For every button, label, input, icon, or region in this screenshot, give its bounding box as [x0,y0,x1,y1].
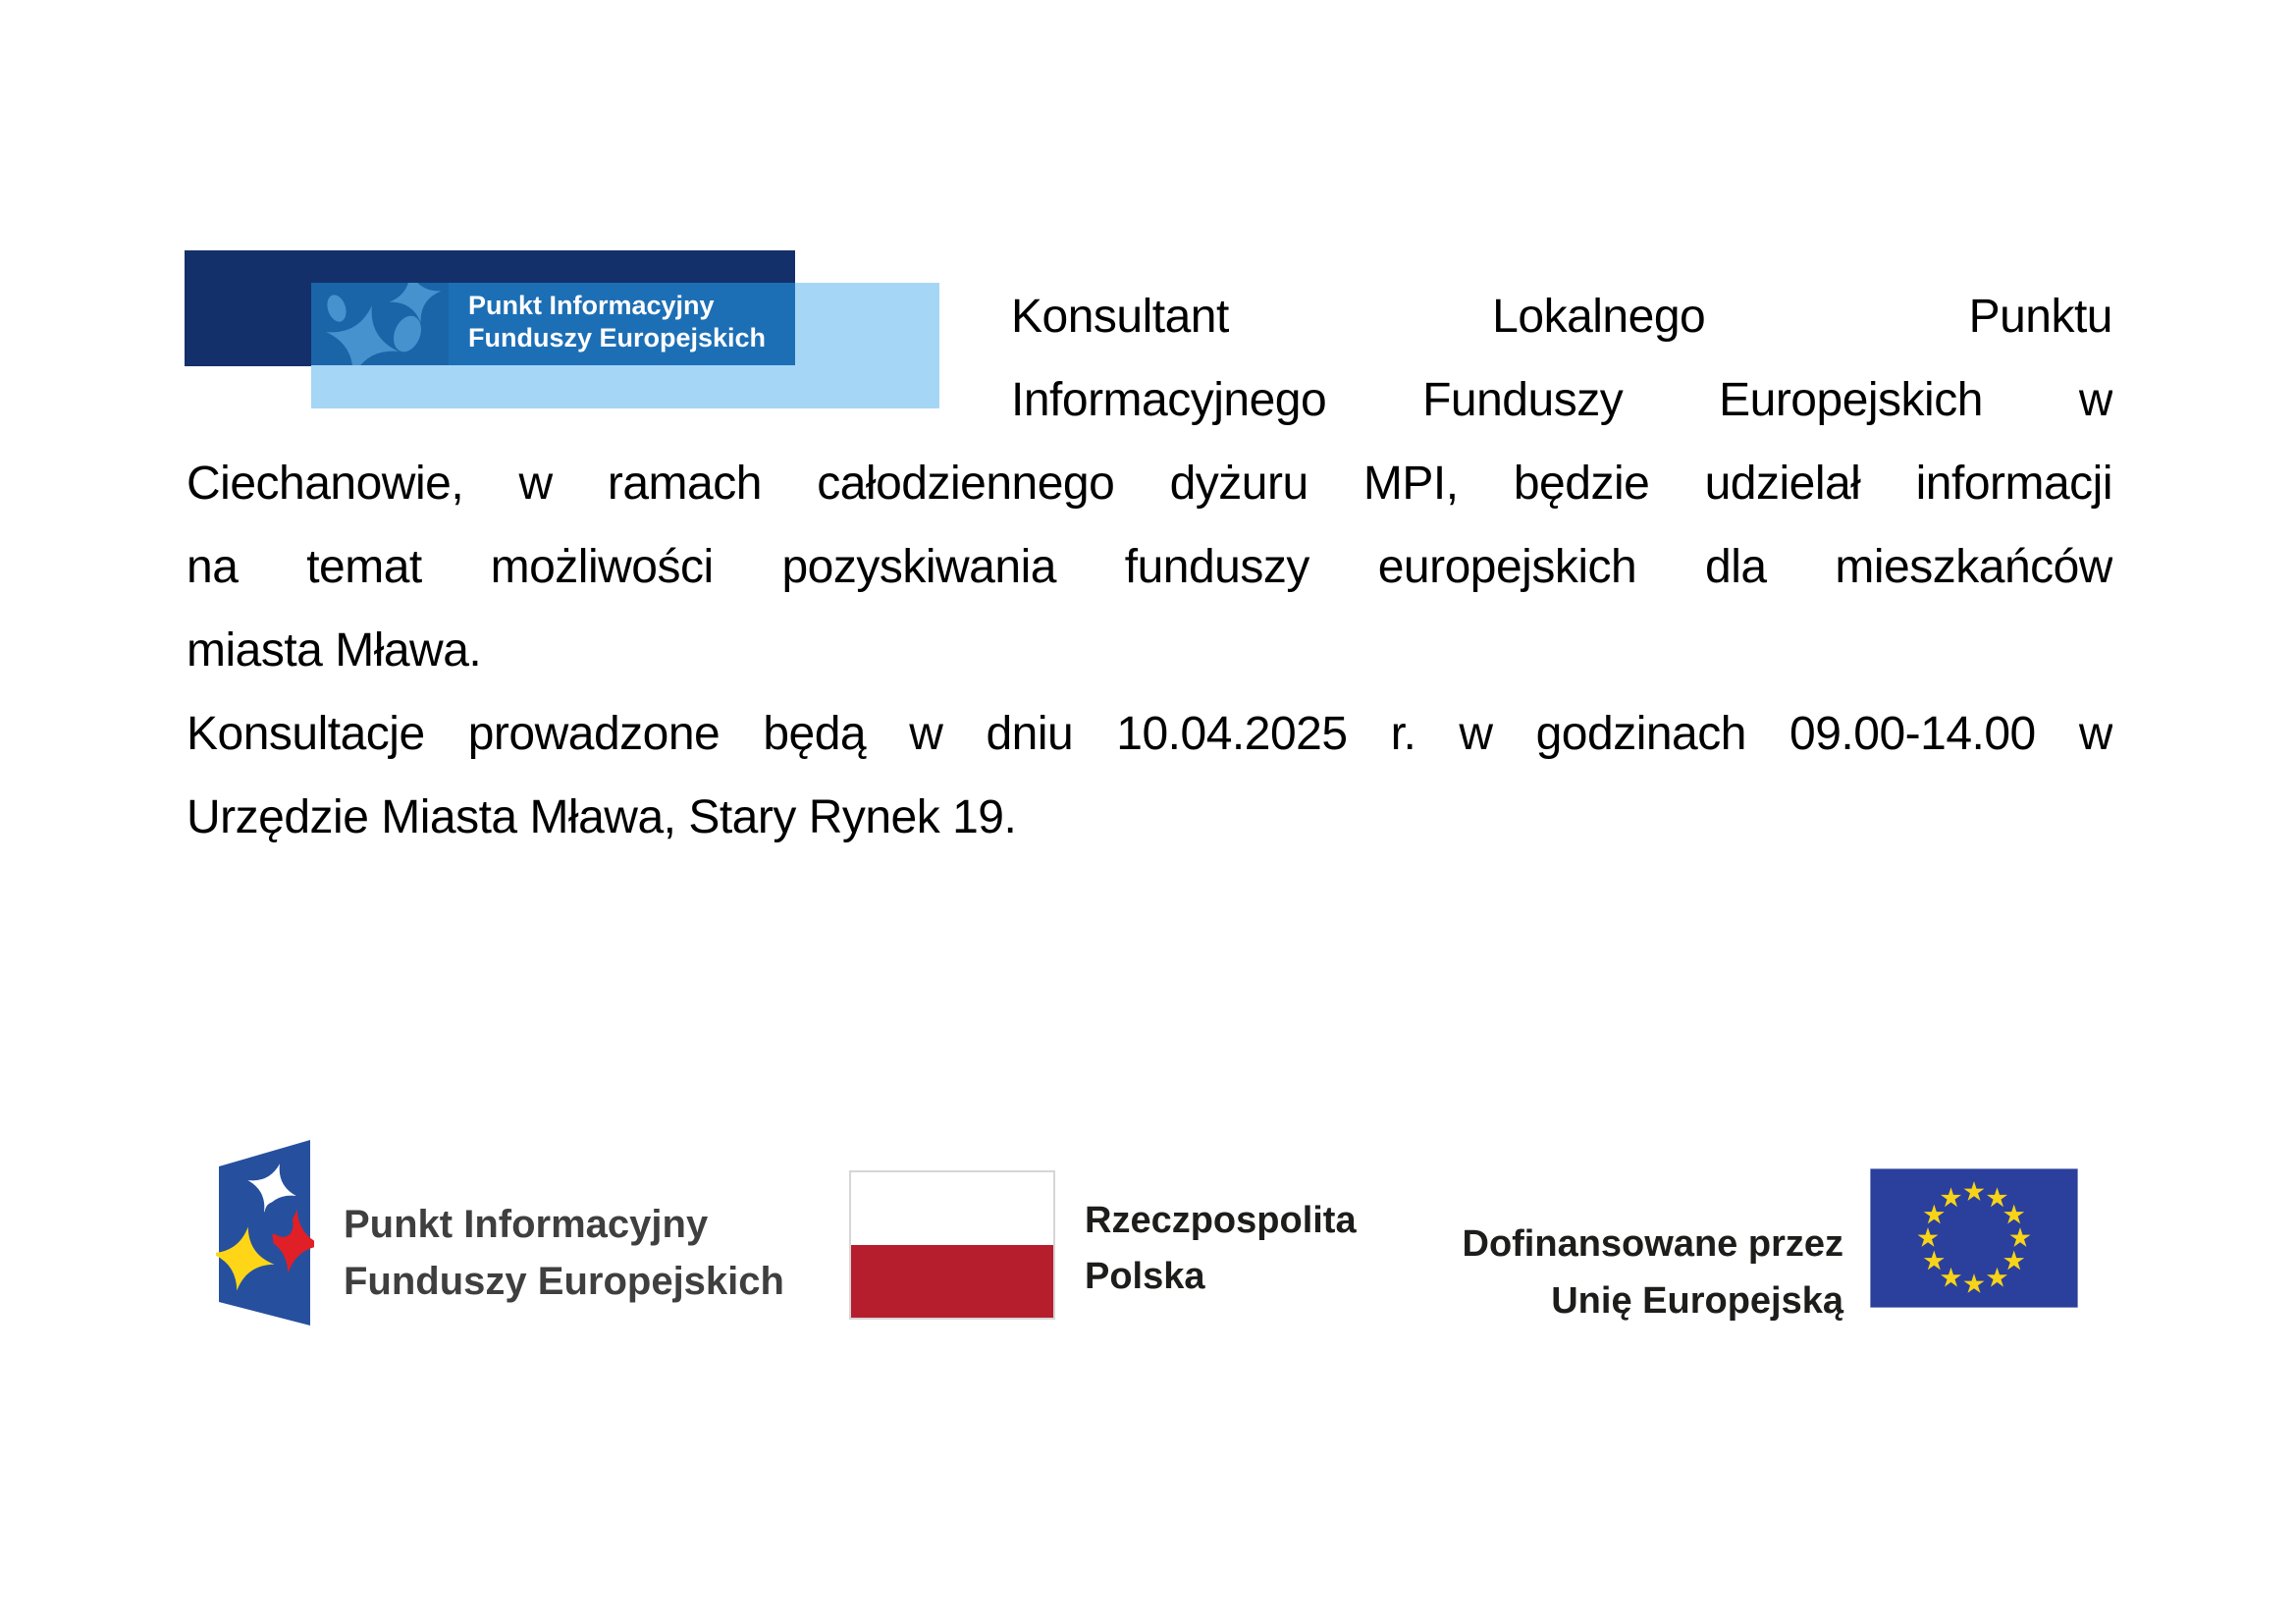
poland-flag-white-stripe [851,1172,1053,1245]
header-logo-label [468,290,792,354]
paragraph-line: na temat możliwości pozyskiwania funduszy europejskich dla mieszkańców [187,541,2112,593]
paragraph-line: Konsultacje prowadzone będą w dniu 10.04.2025 r. w godzinach 09.00-14.00 w [187,708,2112,760]
paragraph-wrapped-column [1011,275,2112,442]
paragraph-line: miasta Mława. [187,624,482,677]
eu-cofunded-label-line1: Dofinansowane przez [1462,1223,1843,1265]
header-logo-label-line2: Funduszy Europejskich [468,323,767,352]
eu-funds-flag-icon [216,1137,314,1331]
eu-funds-label [344,1196,784,1310]
poland-label [1085,1193,1357,1305]
paragraph-line: Ciechanowie, w ramach całodziennego dyżuru MPI, będzie udzielał informacji [187,458,2112,510]
paragraph-line: Informacyjnego Funduszy Europejskich w [1011,374,2112,426]
poland-flag-red-stripe [851,1245,1053,1318]
eu-cofunded-label-line2: Unię Europejską [1551,1280,1843,1322]
eu-flag-icon [1870,1168,2078,1308]
poland-label-line2: Polska [1085,1256,1205,1297]
paragraph-full-column [187,442,2112,859]
header-logo-box [311,283,795,365]
header-logo-stars-icon [311,283,449,365]
poland-flag-icon [849,1170,1055,1320]
paragraph-line: Konsultant Lokalnego Punktu [1011,291,2112,343]
eu-cofunded-label [1353,1216,1843,1329]
paragraph-line: Urzędzie Miasta Mława, Stary Rynek 19. [187,791,1017,843]
header-logo-label-line1: Punkt Informacyjny [468,291,715,320]
poland-label-line1: Rzeczpospolita [1085,1200,1357,1241]
eu-funds-label-line2: Funduszy Europejskich [344,1260,784,1303]
eu-funds-label-line1: Punkt Informacyjny [344,1203,709,1246]
